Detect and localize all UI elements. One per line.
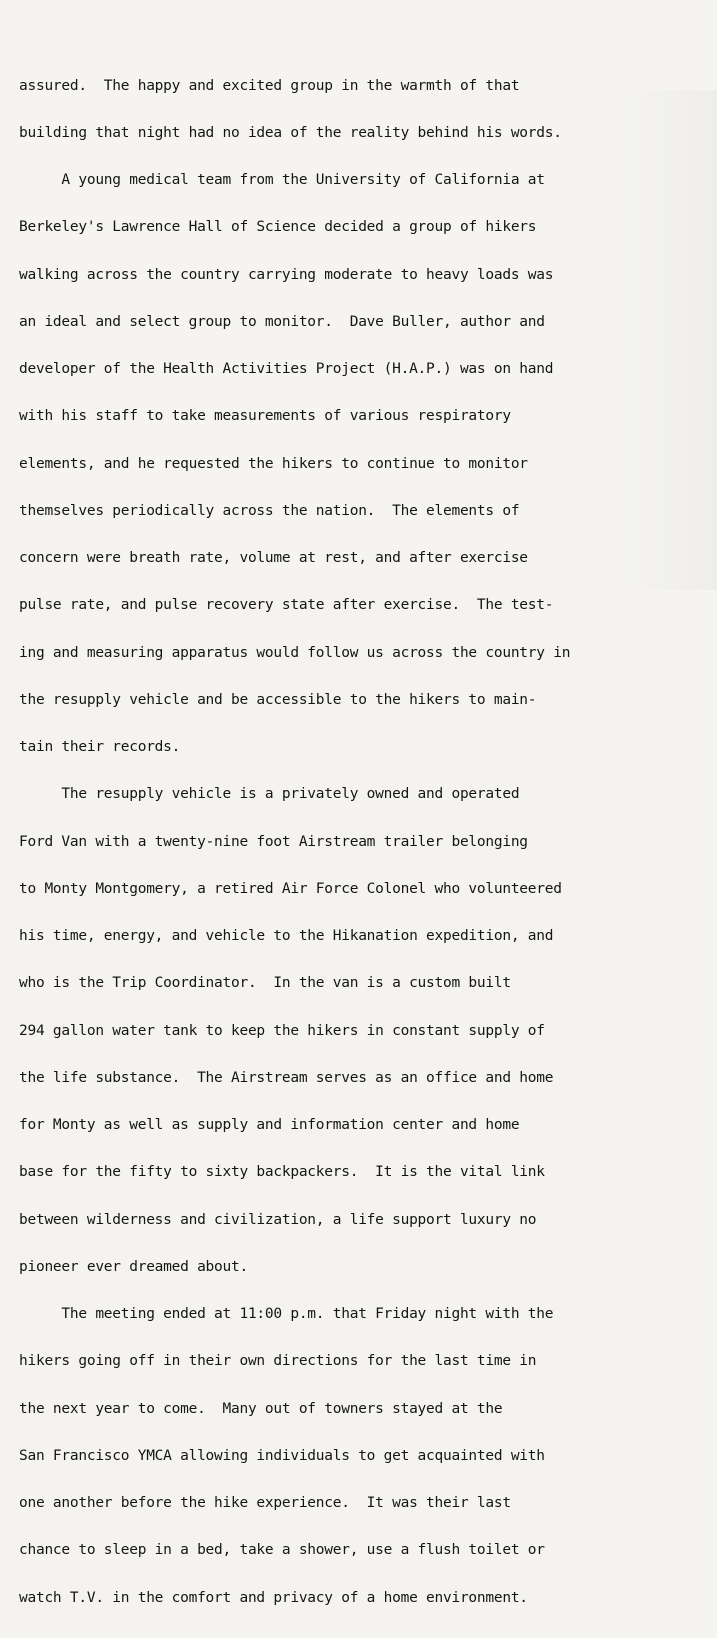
text-line: an ideal and select group to monitor. Dave Buller, author and: [19, 313, 545, 330]
text-line: Ford Van with a twenty-nine foot Airstream trailer belonging: [19, 833, 528, 850]
text-line: who is the Trip Coordinator. In the van is a custom built: [19, 975, 511, 992]
text-line: to Monty Montgomery, a retired Air Force Colonel who volunteered: [19, 880, 562, 897]
text-line: one another before the hike experience. It was their last: [19, 1495, 511, 1511]
text-line: with his staff to take measurements of various respiratory: [19, 408, 511, 425]
text-line: themselves periodically across the nation. The elements of: [19, 502, 520, 519]
text-line: the resupply vehicle and be accessible to the hikers to main-: [19, 691, 537, 708]
body-text: [19, 47, 713, 1638]
text-line: The resupply vehicle is a privately owned and operated: [19, 786, 520, 803]
text-line: developer of the Health Activities Project (H.A.P.) was on hand: [19, 361, 554, 377]
text-line: hikers going off in their own directions for the last time in: [19, 1353, 537, 1370]
text-line: tain their records.: [19, 739, 181, 755]
text-line: A young medical team from the University of California at: [19, 172, 545, 188]
text-line: elements, and he requested the hikers to continue to monitor: [19, 455, 528, 472]
text-line: walking across the country carrying moderate to heavy loads was: [19, 266, 554, 283]
text-line: the life substance. The Airstream serves as an office and home: [19, 1069, 554, 1086]
text-line: his time, energy, and vehicle to the Hikanation expedition, and: [19, 928, 554, 944]
text-line: chance to sleep in a bed, take a shower, use a flush toilet or: [19, 1542, 545, 1559]
text-line: watch T.V. in the comfort and privacy of a home environment.: [19, 1589, 528, 1606]
text-line: Berkeley's Lawrence Hall of Science decided a group of hikers: [19, 219, 537, 236]
text-line: the next year to come. Many out of towners stayed at the: [19, 1400, 503, 1417]
text-line: The meeting ended at 11:00 p.m. that Friday night with the: [19, 1306, 554, 1322]
text-line: ing and measuring apparatus would follow us across the country in: [19, 644, 571, 661]
text-line: San Francisco YMCA allowing individuals to get acquainted with: [19, 1447, 545, 1464]
text-line: pioneer ever dreamed about.: [19, 1258, 248, 1275]
text-line: assured. The happy and excited group in the warmth of that: [19, 77, 520, 94]
text-line: building that night had no idea of the reality behind his words.: [19, 124, 562, 141]
text-line: pulse rate, and pulse recovery state after exercise. The test-: [19, 597, 554, 614]
text-line: 294 gallon water tank to keep the hikers in constant supply of: [19, 1022, 545, 1039]
text-line: between wilderness and civilization, a life support luxury no: [19, 1211, 537, 1228]
text-line: for Monty as well as supply and information center and home: [19, 1117, 520, 1133]
text-line: concern were breath rate, volume at rest, and after exercise: [19, 550, 528, 566]
text-line: base for the fifty to sixty backpackers. It is the vital link: [19, 1164, 545, 1181]
